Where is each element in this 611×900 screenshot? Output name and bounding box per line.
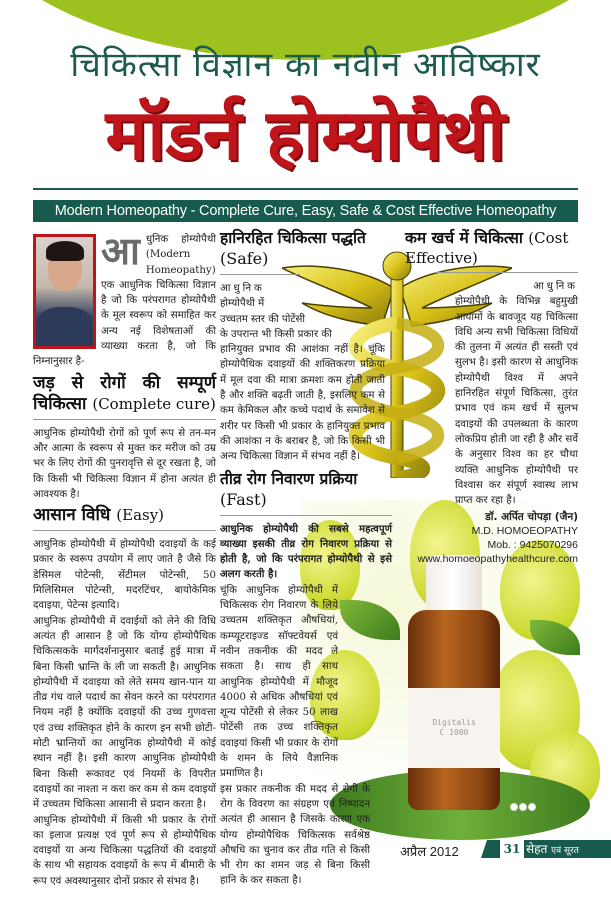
kicker-heading: चिकित्सा विज्ञान का नवीन आविष्कार: [70, 45, 541, 85]
author-degree: M.D. HOMOEOPATHY: [471, 525, 578, 538]
section-heading-fast-en: (Fast): [220, 489, 267, 509]
magazine-name: सेहत एवं सूरत: [526, 842, 579, 856]
section-heading-safe-en: (Safe): [220, 249, 269, 268]
column-3: कम खर्च में चिकित्सा (Cost Effective) आधुनिक होम्योपैथी के विभिन्न बहुमुखी आयामों के बावजूद यह चिकित्सा विधि अन्य सभी चिकित्सा विधियों की तुलना में अत्यंत ही सस्ती एवं सुलभ है। इसी कारण से आधुनिक होम्योपैथी विश्व में अपने हानिरहित संपूर्ण चिकित्सा, तुरंत प्रभाव एवं कम खर्च में सुलभ दवाइयों की उपलब्धता के कारण लोकप्रिय होती जा रही है और सर्वे के अनुसार विश्व का हर चौथा व्यक्ति आधुनिक होम्योपैथी पर विश्वास कर संपूर्ण स्वास्थ लाभ प्राप्त कर रहा है। डॉ. अर्पित चोपड़ा (जैन) M.D. HOMOEOPATHY Mob. : 9425070296 www.homoeopathyhealthcure.com: [405, 229, 578, 566]
column-2: [220, 228, 392, 889]
bottle-label: Digitalis C 1000: [408, 688, 500, 768]
author-signature: [405, 510, 578, 566]
author-name: डॉ. अर्पित चोपड़ा (जैन): [485, 511, 578, 524]
author-website[interactable]: www.homoeopathyhealthcure.com: [417, 553, 578, 566]
safe-paragraph: हानियुक्त प्रभाव की आशंका नहीं है। चूंकि होम्योपैथिक दवाइयों की शक्तिकरण प्रक्रिया में मूल दवा की मात्रा क्रमशः कम होती जाती है और शक्ति बढ़ती जाती है, इसलिए कम से कम केमिकल और कच्चे पदार्थ के समावेश से शरीर पर किसी भी प्रकार के हानियुक्त प्रभाव की आशंका न के बराबर है, जो कि किसी भी अन्य चिकित्सा विज्ञान में संभव नहीं है।: [220, 344, 385, 463]
section-heading-fast: तीव्र रोग निवारण प्रक्रिया: [220, 469, 358, 488]
section-divider: [33, 530, 216, 531]
section-heading-safe: हानिरहित चिकित्सा पद्धति: [220, 229, 366, 247]
complete-cure-paragraph: आधुनिक होम्योपैथी रोगों को पूर्ण रूप से तन-मन और आत्मा के स्वरूप से मुक्त कर मरीज को उम्र भर के लिए रोगों की पुनरावृत्ति से दूर रखता है, जो कि किसी भी चिकित्सा विज्ञान में होना अत्यंत ही आवश्यक है।: [33, 427, 216, 500]
section-divider: [435, 272, 578, 273]
easy-paragraph: आधुनिक होम्योपैथी में दवाईयों को लेने की विधि अत्यंत ही आसान है जो कि योग्य होम्योपैथिक चिकित्सकके मार्गदर्शनानुसार बताई हुई मात्रा में बिना किसी भ्रान्ति के ली जा सकती है। आधुनिक होम्योपैथी में दवाइया को लेते समय खान-पान या तीव्र गंध वाले पदार्थ का सेवन करने का परंपरागत नियम नहीं है क्योंकि दवाइयों की उच्च गुणवत्ता एवं उच्च शक्तिकृत होने के कारण इन सभी छोटी-मोटी भ्रान्तियों का आधुनिक होम्योपैथी में कोई स्थान नहीं है। इसी कारण आधुनिक होम्योपैथी बिना किसी रूकावट एवं नियमों के विपरीत दवाइयों का नाश्ता न करा कर कम से कम दवाइयों में उच्चतम चिकित्सा आसानी से प्रदान करता है।: [33, 615, 216, 811]
page-title: मॉडर्न होम्योपैथी: [105, 94, 506, 176]
column-1: [33, 229, 216, 889]
sugar-pills: [510, 796, 540, 806]
section-divider: [220, 274, 300, 275]
issue-date: अप्रैल 2012: [400, 844, 459, 859]
section-heading-complete-cure: जड़ से रोगों की सम्पूर्ण चिकित्सा (Complete cure): [33, 372, 216, 414]
title-divider: [33, 188, 578, 190]
fast-lead-paragraph: आधुनिक होम्योपैथी की सबसे महत्वपूर्ण व्याख्या इसकी तीव्र रोग निवारण प्रक्रिया से होती है, जो कि परंपरागत होम्योपैथी से इसे अलग करती है।: [220, 522, 392, 581]
section-divider: [220, 515, 392, 516]
cost-effective-paragraph: होम्योपैथी के विभिन्न बहुमुखी आयामों के बावजूद यह चिकित्सा विधि अन्य सभी चिकित्सा विधियों की तुलना में अत्यंत ही सस्ती एवं सुलभ है। इसी कारण से आधुनिक होम्योपैथी विश्व में अपने हानिरहित संपूर्ण चिकित्सा, तुरंत प्रभाव एवं कम खर्च में सुलभ दवाइयों की उपलब्धता के कारण लोकप्रिय होती जा रही है और सर्वे के अनुसार विश्व का हर चौथा व्यक्ति आधुनिक होम्योपैथी पर विश्वास कर संपूर्ण स्वास्थ लाभ प्राप्त कर रहा है।: [455, 296, 578, 507]
page-number: 31: [500, 840, 524, 858]
easy-paragraph: आधुनिक होम्योपैथी में होम्योपैथी दवाइयों के कई प्रकार के स्वरूप उपयोग में लाए जाते है जैसे कि डेसिमल पोटेन्सी, सेंटीमल पोटेन्सी, 50 मिलिसिमल पोटेन्सी, मदरटिंचर, बायोकेमिक दवाइया, पेटेन्स इत्यादि।: [33, 539, 216, 612]
intro-paragraph: धुनिक होम्योपैथी (Modern Homeopathy) एक आधुनिक चिकित्सा विज्ञान है जो कि परंपरागत होम्योपैथी के मूल स्वरूप को समाहित कर अन्य नई विशेषताओं की व्याख्या करता है, जो कि निम्नानुसार है-: [33, 234, 216, 368]
author-mobile: Mob. : 9425070296: [487, 539, 578, 552]
section-heading-cost-effective: कम खर्च में चिकित्सा (Cost Effective): [405, 229, 569, 267]
section-divider: [33, 419, 216, 420]
easy-paragraph: आधुनिक होम्योपैथी में किसी भी प्रकार के रोगों का इलाज प्रत्यक्ष एवं पूर्ण रूप से होम्योपैथिक दवाइयों या अन्य चिकित्सा पद्धतियों की दवाइयों के साथ भी सहायक दवाइयों के रूप में बीमारी के रूप एवं अवस्थानुसार दोनों प्रकार से संभव है।: [33, 814, 216, 887]
dropcap: आ: [101, 229, 140, 273]
fast-paragraph: इस प्रकार तकनीक की मदद से रोगी के रोग के विवरण का संग्रहण एवं निष्पादन अत्यंत ही आसान है जिसके कारण एक योग्य होम्योपैथिक चिकित्सक सर्वश्रेष्ठ औषधि का चुनाव कर तीव्र गति से किसी भी रोग का शमन जड़ से बिना किसी हानि के कर सकता है।: [220, 783, 370, 887]
subtitle-banner: Modern Homeopathy - Complete Cure, Easy, Safe & Cost Effective Homeopathy: [33, 200, 578, 222]
author-photo: [33, 234, 96, 349]
fast-paragraph: चूंकि आधुनिक होम्योपैथी में चिकित्सक रोग निवारण के लिये उच्चतम शक्तिकृत औषधियां, कम्प्यूटराइज्ड सॉफ्टवेयर्स एवं नवीन तकनीक की मदद ले सकता है। साथ ही साथ आधुनिक होम्योपैथी में मौजूद 4000 से अधिक औषधियां एवं शून्य पोटेंसी से लेकर 50 लाख पोटेंसी तक उच्च शक्तिकृत दवाइयां किसी भी प्रकार के रोगों के शमन के लिये वैज्ञानिक प्रमाणित है।: [220, 584, 338, 780]
safe-lead-lines: आधुनिक होम्योपैथी में उच्चतम स्तर की पोटेंसी के उपरान्त भी किसी प्रकार की: [220, 283, 332, 340]
section-heading-easy: आसान विधि (Easy): [33, 505, 165, 526]
